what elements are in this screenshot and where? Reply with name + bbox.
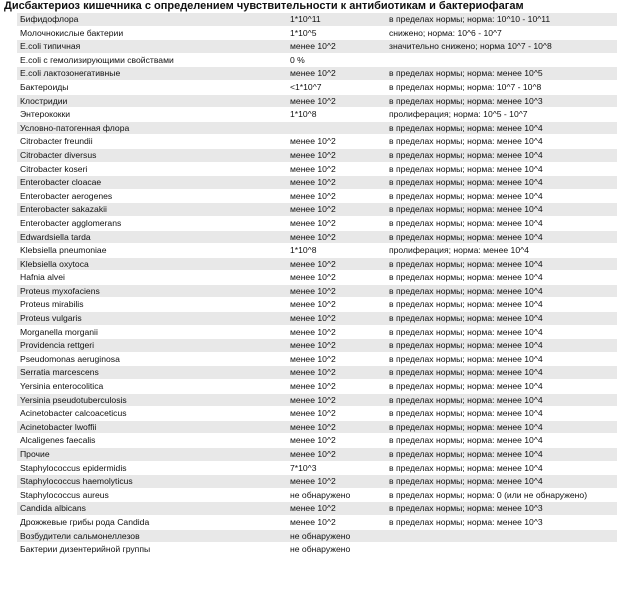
organism-name-cell: Дрожжевые грибы рода Candida bbox=[17, 515, 287, 529]
reference-range-cell: в пределах нормы; норма: менее 10^4 bbox=[386, 284, 617, 298]
reference-range-cell: значительно снижено; норма 10^7 - 10^8 bbox=[386, 40, 617, 54]
organism-name-cell: Enterobacter agglomerans bbox=[17, 216, 287, 230]
result-value-cell: менее 10^2 bbox=[287, 67, 386, 81]
reference-range-cell: в пределах нормы; норма: менее 10^4 bbox=[386, 312, 617, 326]
table-row bbox=[17, 108, 617, 122]
reference-range-cell: в пределах нормы; норма: менее 10^4 bbox=[386, 121, 617, 135]
result-value-cell: менее 10^2 bbox=[287, 475, 386, 489]
table-row bbox=[17, 216, 617, 230]
reference-range-cell: в пределах нормы; норма: менее 10^3 bbox=[386, 94, 617, 108]
table-row bbox=[17, 203, 617, 217]
organism-name-cell: Providencia rettgeri bbox=[17, 339, 287, 353]
results-table-body bbox=[17, 13, 617, 556]
reference-range-cell: в пределах нормы; норма: менее 10^4 bbox=[386, 257, 617, 271]
organism-name-cell: Acinetobacter lwoffii bbox=[17, 420, 287, 434]
organism-name-cell: Энтерококки bbox=[17, 108, 287, 122]
organism-name-cell: Молочнокислые бактерии bbox=[17, 26, 287, 40]
reference-range-cell: в пределах нормы; норма: менее 10^4 bbox=[386, 434, 617, 448]
table-row bbox=[17, 26, 617, 40]
reference-range-cell: в пределах нормы; норма: менее 10^4 bbox=[386, 339, 617, 353]
result-value-cell: менее 10^2 bbox=[287, 230, 386, 244]
reference-range-cell: в пределах нормы; норма: 10^10 - 10^11 bbox=[386, 13, 617, 26]
table-row bbox=[17, 380, 617, 394]
table-row bbox=[17, 420, 617, 434]
report-title: Дисбактериоз кишечника с определением чувствительности к антибиотикам и бактериофагам bbox=[4, 0, 524, 12]
result-value-cell: менее 10^2 bbox=[287, 312, 386, 326]
organism-name-cell: Enterobacter cloacae bbox=[17, 176, 287, 190]
result-value-cell: менее 10^2 bbox=[287, 271, 386, 285]
reference-range-cell: в пределах нормы; норма: менее 10^4 bbox=[386, 393, 617, 407]
result-value-cell: менее 10^2 bbox=[287, 148, 386, 162]
reference-range-cell bbox=[386, 529, 617, 543]
reference-range-cell: в пределах нормы; норма: менее 10^4 bbox=[386, 298, 617, 312]
result-value-cell: менее 10^2 bbox=[287, 366, 386, 380]
results-table bbox=[17, 13, 617, 557]
organism-name-cell: Candida albicans bbox=[17, 502, 287, 516]
table-row bbox=[17, 148, 617, 162]
organism-name-cell: Бактерии дизентерийной группы bbox=[17, 543, 287, 557]
result-value-cell: 0 % bbox=[287, 53, 386, 67]
organism-name-cell: Yersinia enterocolitica bbox=[17, 380, 287, 394]
organism-name-cell: Возбудители сальмонеллезов bbox=[17, 529, 287, 543]
table-row bbox=[17, 515, 617, 529]
table-row bbox=[17, 162, 617, 176]
table-row bbox=[17, 339, 617, 353]
result-value-cell: не обнаружено bbox=[287, 543, 386, 557]
result-value-cell: менее 10^2 bbox=[287, 448, 386, 462]
organism-name-cell: Бифидофлора bbox=[17, 13, 287, 26]
table-row bbox=[17, 543, 617, 557]
result-value-cell: менее 10^2 bbox=[287, 434, 386, 448]
reference-range-cell bbox=[386, 53, 617, 67]
reference-range-cell: снижено; норма: 10^6 - 10^7 bbox=[386, 26, 617, 40]
reference-range-cell: в пределах нормы; норма: 0 (или не обнаружено) bbox=[386, 488, 617, 502]
reference-range-cell: в пределах нормы; норма: менее 10^4 bbox=[386, 448, 617, 462]
organism-name-cell: Alcaligenes faecalis bbox=[17, 434, 287, 448]
result-value-cell: менее 10^2 bbox=[287, 407, 386, 421]
result-value-cell: менее 10^2 bbox=[287, 257, 386, 271]
reference-range-cell: в пределах нормы; норма: менее 10^4 bbox=[386, 325, 617, 339]
reference-range-cell: в пределах нормы; норма: менее 10^3 bbox=[386, 502, 617, 516]
reference-range-cell: пролиферация; норма: менее 10^4 bbox=[386, 244, 617, 258]
table-row bbox=[17, 53, 617, 67]
result-value-cell: 1*10^8 bbox=[287, 244, 386, 258]
reference-range-cell: в пределах нормы; норма: менее 10^4 bbox=[386, 420, 617, 434]
result-value-cell: 1*10^5 bbox=[287, 26, 386, 40]
organism-name-cell: Staphylococcus haemolyticus bbox=[17, 475, 287, 489]
result-value-cell: менее 10^2 bbox=[287, 380, 386, 394]
organism-name-cell: E.coli с гемолизирующими свойствами bbox=[17, 53, 287, 67]
organism-name-cell: Бактероиды bbox=[17, 80, 287, 94]
result-value-cell: менее 10^2 bbox=[287, 339, 386, 353]
reference-range-cell: в пределах нормы; норма: менее 10^4 bbox=[386, 230, 617, 244]
organism-name-cell: Citrobacter koseri bbox=[17, 162, 287, 176]
result-value-cell: менее 10^2 bbox=[287, 162, 386, 176]
organism-name-cell: Acinetobacter calcoaceticus bbox=[17, 407, 287, 421]
organism-name-cell: Staphylococcus aureus bbox=[17, 488, 287, 502]
table-row bbox=[17, 176, 617, 190]
reference-range-cell: в пределах нормы; норма: менее 10^4 bbox=[386, 366, 617, 380]
result-value-cell: не обнаружено bbox=[287, 488, 386, 502]
result-value-cell: 7*10^3 bbox=[287, 461, 386, 475]
organism-name-cell: Клостридии bbox=[17, 94, 287, 108]
table-row bbox=[17, 366, 617, 380]
table-row bbox=[17, 284, 617, 298]
table-row bbox=[17, 312, 617, 326]
table-row bbox=[17, 271, 617, 285]
result-value-cell: менее 10^2 bbox=[287, 502, 386, 516]
organism-name-cell: Citrobacter diversus bbox=[17, 148, 287, 162]
organism-name-cell: Прочие bbox=[17, 448, 287, 462]
reference-range-cell: в пределах нормы; норма: менее 10^4 bbox=[386, 189, 617, 203]
reference-range-cell: в пределах нормы; норма: менее 10^4 bbox=[386, 135, 617, 149]
table-row bbox=[17, 461, 617, 475]
reference-range-cell: в пределах нормы; норма: менее 10^5 bbox=[386, 67, 617, 81]
result-value-cell: менее 10^2 bbox=[287, 40, 386, 54]
reference-range-cell: в пределах нормы; норма: менее 10^4 bbox=[386, 461, 617, 475]
result-value-cell: менее 10^2 bbox=[287, 135, 386, 149]
reference-range-cell: в пределах нормы; норма: менее 10^4 bbox=[386, 407, 617, 421]
reference-range-cell: в пределах нормы; норма: менее 10^4 bbox=[386, 203, 617, 217]
table-row bbox=[17, 475, 617, 489]
result-value-cell: <1*10^7 bbox=[287, 80, 386, 94]
organism-name-cell: Proteus vulgaris bbox=[17, 312, 287, 326]
result-value-cell: менее 10^2 bbox=[287, 393, 386, 407]
organism-name-cell: Yersinia pseudotuberculosis bbox=[17, 393, 287, 407]
table-row bbox=[17, 135, 617, 149]
organism-name-cell: Условно-патогенная флора bbox=[17, 121, 287, 135]
reference-range-cell: в пределах нормы; норма: менее 10^4 bbox=[386, 176, 617, 190]
organism-name-cell: Serratia marcescens bbox=[17, 366, 287, 380]
table-row bbox=[17, 13, 617, 26]
table-row bbox=[17, 244, 617, 258]
result-value-cell: менее 10^2 bbox=[287, 94, 386, 108]
reference-range-cell: в пределах нормы; норма: менее 10^4 bbox=[386, 380, 617, 394]
table-row bbox=[17, 94, 617, 108]
result-value-cell: менее 10^2 bbox=[287, 352, 386, 366]
organism-name-cell: Proteus myxofaciens bbox=[17, 284, 287, 298]
result-value-cell bbox=[287, 121, 386, 135]
table-row bbox=[17, 502, 617, 516]
organism-name-cell: Klebsiella pneumoniae bbox=[17, 244, 287, 258]
table-row bbox=[17, 40, 617, 54]
result-value-cell: менее 10^2 bbox=[287, 298, 386, 312]
table-row bbox=[17, 67, 617, 81]
table-row bbox=[17, 529, 617, 543]
reference-range-cell bbox=[386, 543, 617, 557]
result-value-cell: менее 10^2 bbox=[287, 189, 386, 203]
table-row bbox=[17, 298, 617, 312]
table-row bbox=[17, 448, 617, 462]
reference-range-cell: в пределах нормы; норма: менее 10^4 bbox=[386, 148, 617, 162]
result-value-cell: менее 10^2 bbox=[287, 515, 386, 529]
result-value-cell: 1*10^8 bbox=[287, 108, 386, 122]
organism-name-cell: Enterobacter aerogenes bbox=[17, 189, 287, 203]
reference-range-cell: в пределах нормы; норма: менее 10^4 bbox=[386, 271, 617, 285]
table-row bbox=[17, 121, 617, 135]
table-row bbox=[17, 325, 617, 339]
organism-name-cell: Proteus mirabilis bbox=[17, 298, 287, 312]
organism-name-cell: Citrobacter freundii bbox=[17, 135, 287, 149]
reference-range-cell: пролиферация; норма: 10^5 - 10^7 bbox=[386, 108, 617, 122]
reference-range-cell: в пределах нормы; норма: менее 10^4 bbox=[386, 216, 617, 230]
organism-name-cell: E.coli лактозонегативные bbox=[17, 67, 287, 81]
table-row bbox=[17, 393, 617, 407]
table-row bbox=[17, 352, 617, 366]
reference-range-cell: в пределах нормы; норма: менее 10^3 bbox=[386, 515, 617, 529]
result-value-cell: менее 10^2 bbox=[287, 216, 386, 230]
result-value-cell: 1*10^11 bbox=[287, 13, 386, 26]
table-row bbox=[17, 488, 617, 502]
reference-range-cell: в пределах нормы; норма: менее 10^4 bbox=[386, 352, 617, 366]
organism-name-cell: Edwardsiella tarda bbox=[17, 230, 287, 244]
organism-name-cell: Morganella morganii bbox=[17, 325, 287, 339]
table-row bbox=[17, 407, 617, 421]
result-value-cell: не обнаружено bbox=[287, 529, 386, 543]
table-row bbox=[17, 230, 617, 244]
organism-name-cell: Hafnia alvei bbox=[17, 271, 287, 285]
reference-range-cell: в пределах нормы; норма: менее 10^4 bbox=[386, 475, 617, 489]
organism-name-cell: Pseudomonas aeruginosa bbox=[17, 352, 287, 366]
organism-name-cell: Klebsiella oxytoca bbox=[17, 257, 287, 271]
table-row bbox=[17, 257, 617, 271]
organism-name-cell: E.coli типичная bbox=[17, 40, 287, 54]
table-row bbox=[17, 434, 617, 448]
result-value-cell: менее 10^2 bbox=[287, 284, 386, 298]
table-row bbox=[17, 189, 617, 203]
result-value-cell: менее 10^2 bbox=[287, 203, 386, 217]
result-value-cell: менее 10^2 bbox=[287, 325, 386, 339]
organism-name-cell: Staphylococcus epidermidis bbox=[17, 461, 287, 475]
reference-range-cell: в пределах нормы; норма: 10^7 - 10^8 bbox=[386, 80, 617, 94]
result-value-cell: менее 10^2 bbox=[287, 176, 386, 190]
result-value-cell: менее 10^2 bbox=[287, 420, 386, 434]
table-row bbox=[17, 80, 617, 94]
reference-range-cell: в пределах нормы; норма: менее 10^4 bbox=[386, 162, 617, 176]
organism-name-cell: Enterobacter sakazakii bbox=[17, 203, 287, 217]
